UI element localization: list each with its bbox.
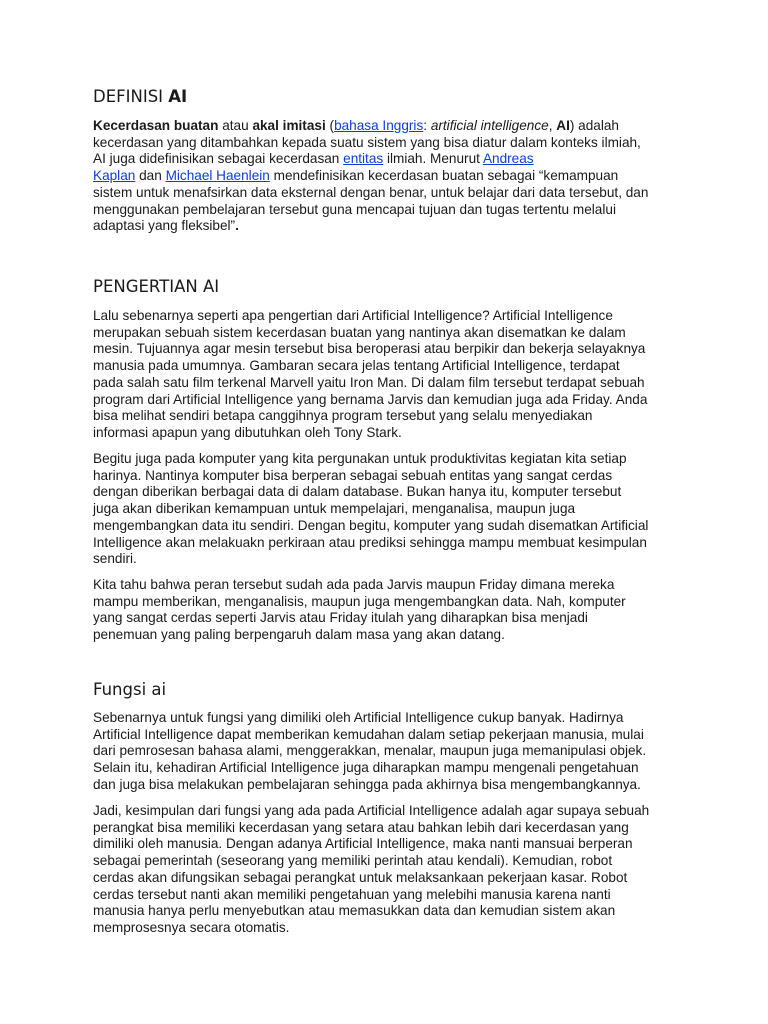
link-michael-haenlein[interactable]: Michael Haenlein	[165, 168, 270, 184]
paragraph-line: bisa melihat sendiri betapa canggihnya program tersebut yang selalu menyediakan	[93, 408, 593, 424]
pengertian-paragraph-1	[93, 308, 683, 442]
paragraph-line: memprosesnya secara otomatis.	[93, 919, 290, 935]
term-ai: AI	[556, 118, 570, 133]
heading-pengertian: PENGERTIAN AI	[93, 277, 220, 296]
paragraph-line: dan juga bisa melakukan pembelajaran sehingga pada akhirnya bisa mengembangkannya.	[93, 776, 641, 792]
definisi-paragraph	[93, 118, 683, 235]
paragraph-line: Intelligence akan melakuakn perkiraan atau prediksi sehingga mampu membuat kesimpulan	[93, 534, 647, 550]
text-span: ilmiah. Menurut	[383, 151, 483, 167]
paragraph-line: manusia pada umumnya. Gambaran secara jelas tentang Artificial Intelligence, terdapat	[93, 358, 620, 374]
fungsi-paragraph-1	[93, 710, 683, 794]
definisi-line: menggunakan pembelajaran tersebut guna mencapai tujuan dan tugas tertentu melalui	[93, 201, 616, 217]
paragraph-line: manusia hanya perlu menyebutkan atau memasukkan data dan kemudian sistem akan	[93, 903, 616, 919]
paragraph-line: sebagai pemerintah (seseorang yang memiliki perintah atau kendali). Kemudian, robot	[93, 853, 613, 869]
paragraph-line: Sebenarnya untuk fungsi yang dimiliki oleh Artificial Intelligence cukup banyak. Hadirnya	[93, 710, 624, 725]
paragraph-line: cerdas tersebut nanti akan memiliki pengetahuan yang melebihi manusia karena nanti	[93, 886, 611, 902]
paragraph-line: dimiliki oleh manusia. Dengan adanya Artificial Intelligence, maka nanti mansuai berperan	[93, 836, 633, 852]
paragraph-line: juga akan diberikan kemampuan untuk mempelajari, menganalisa, maupun juga	[93, 501, 576, 517]
pengertian-paragraph-2	[93, 451, 683, 568]
paragraph-line: program dari Artificial Intelligence yang bernama Jarvis dan kemudian juga ada Friday. Anda	[93, 391, 648, 407]
definisi-line	[93, 218, 683, 235]
paragraph-line: penemuan yang paling berpengaruh dalam masa yang akan datang.	[93, 627, 505, 643]
term-kecerdasan-buatan: Kecerdasan buatan	[93, 118, 219, 133]
definisi-line: sistem untuk menafsirkan data eksternal dengan benar, untuk belajar dari data tersebut, dan	[93, 184, 649, 200]
link-andreas-kaplan[interactable]: Kaplan	[93, 168, 136, 184]
paragraph-line: Lalu sebenarnya seperti apa pengertian dari Artificial Intelligence? Artificial Intelligence	[93, 308, 613, 323]
heading-definisi-prefix: DEFINISI	[93, 87, 169, 106]
link-bahasa-inggris[interactable]: bahasa Inggris	[334, 118, 424, 133]
text-span: atau	[218, 118, 253, 133]
definisi-line	[93, 118, 683, 135]
paragraph-line: mesin. Tujuannya agar mesin tersebut bisa beroperasi atau berpikir dan bekerja selayaknya	[93, 341, 646, 357]
definisi-line	[93, 151, 683, 168]
text-span: ,	[548, 118, 557, 133]
paragraph-line: harinya. Nantinya komputer bisa berperan sebagai sebuah entitas yang sangat cerdas	[93, 467, 613, 483]
paragraph-line: Jadi, kesimpulan dari fungsi yang ada pada Artificial Intelligence adalah agar supaya sebuah	[93, 803, 650, 818]
text-span: AI juga didefinisikan sebagai kecerdasan	[93, 151, 344, 167]
paragraph-line: Begitu juga pada komputer yang kita pergunakan untuk produktivitas kegiatan kita setiap	[93, 451, 627, 466]
paragraph-line: dari pemrosesan bahasa alami, menggerakkan, menalar, maupun juga memanipulasi objek.	[93, 743, 647, 759]
paragraph-line: mengembangkan data itu sendiri. Dengan begitu, komputer yang sudah disematkan Artificial	[93, 517, 649, 533]
text-span: mendefinisikan kecerdasan buatan sebagai “kemampuan	[269, 168, 619, 184]
term-akal-imitasi: akal imitasi	[252, 118, 326, 133]
paragraph-line: dengan diberikan berbagai data di dalam database. Bukan hanya itu, komputer tersebut	[93, 484, 622, 500]
paragraph-line: yang sangat cerdas seperti Jarvis atau Friday itulah yang diharapkan bisa menjadi	[93, 610, 588, 626]
paragraph-line: sendiri.	[93, 551, 137, 567]
term-artificial-intelligence: artificial intelligence	[430, 118, 549, 133]
paragraph-line: Selain itu, kehadiran Artificial Intelligence juga diharapkan mampu mengenali pengetahuan	[93, 760, 639, 776]
text-span: .	[235, 218, 239, 234]
pengertian-paragraph-3	[93, 577, 683, 644]
link-entitas[interactable]: entitas	[343, 151, 384, 167]
paragraph-line: merupakan sebuah sistem kecerdasan buatan yang nantinya akan disematkan ke dalam	[93, 324, 626, 340]
paragraph-line: informasi apapun yang dibutuhkan oleh Tony Stark.	[93, 424, 402, 440]
text-span: (	[325, 118, 335, 133]
text-span: dan	[135, 168, 166, 184]
definisi-line: kecerdasan yang ditambahkan kepada suatu sistem yang bisa diatur dalam konteks ilmiah,	[93, 134, 641, 150]
paragraph-line: perangkat bisa memiliki kecerdasan yang setara atau bahkan lebih dari kecerdasan yang	[93, 819, 629, 835]
paragraph-line: mampu memberikan, menganalisis, maupun juga mengembangkan data. Nah, komputer	[93, 593, 626, 609]
paragraph-line: Artificial Intelligence dapat memberikan kemudahan dalam setiap pekerjaan manusia, mulai	[93, 726, 644, 742]
heading-fungsi: Fungsi ai	[93, 680, 167, 699]
link-andreas-kaplan[interactable]: Andreas	[482, 151, 534, 167]
paragraph-line: Kita tahu bahwa peran tersebut sudah ada pada Jarvis maupun Friday dimana mereka	[93, 577, 615, 592]
fungsi-paragraph-2	[93, 803, 683, 937]
paragraph-line: pada salah satu film terkenal Marvell yaitu Iron Man. Di dalam film tersebut terdapat sebuah	[93, 374, 645, 390]
heading-definisi-bold: AI	[168, 87, 188, 106]
heading-definisi	[93, 87, 187, 106]
text-span: adaptasi yang fleksibel”	[93, 218, 236, 234]
definisi-line	[93, 168, 683, 185]
text-span: ) adalah	[569, 118, 619, 133]
paragraph-line: cerdas akan difungsikan sebagai perangkat untuk melaksankaan pekerjaan kasar. Robot	[93, 869, 628, 885]
text-span: :	[423, 118, 431, 133]
